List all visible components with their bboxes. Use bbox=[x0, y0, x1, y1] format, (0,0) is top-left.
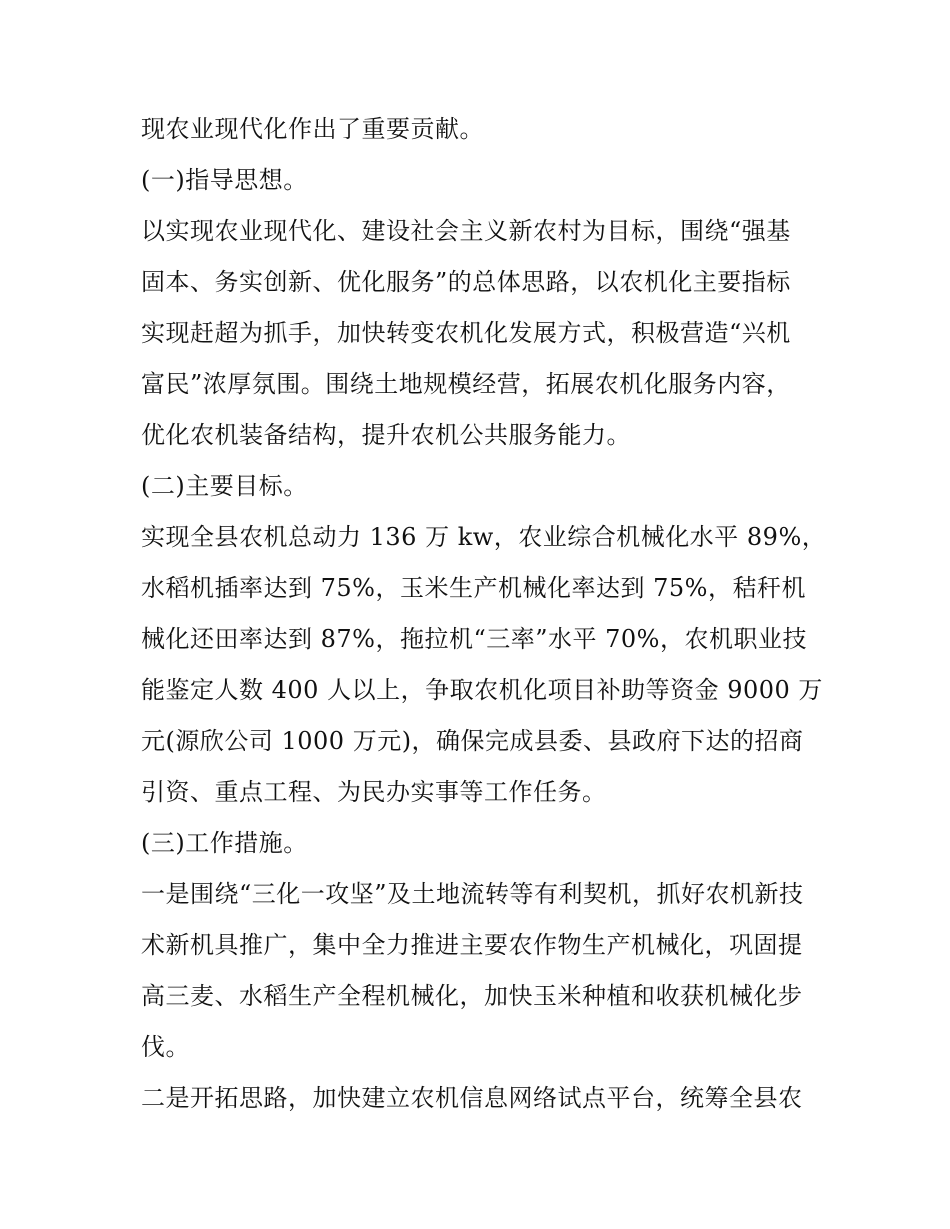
section-heading-main-goals: (二)主要目标。 bbox=[141, 472, 308, 500]
section-heading-work-measures: (三)工作措施。 bbox=[141, 829, 308, 857]
text-line: 优化农机装备结构，提升农机公共服务能力。 bbox=[141, 421, 631, 449]
text-line: 术新机具推广，集中全力推进主要农作物生产机械化，巩固提 bbox=[141, 931, 803, 959]
text-line: 固本、务实创新、优化服务”的总体思路，以农机化主要指标 bbox=[141, 268, 791, 296]
text-line: 能鉴定人数 400 人以上，争取农机化项目补助等资金 9000 万 bbox=[141, 676, 823, 704]
text-line: 元(源欣公司 1000 万元)，确保完成县委、县政府下达的招商 bbox=[141, 727, 804, 755]
text-line: 高三麦、水稻生产全程机械化，加快玉米种植和收获机械化步 bbox=[141, 982, 803, 1010]
text-line: 实现赶超为抓手，加快转变农机化发展方式，积极营造“兴机 bbox=[141, 319, 791, 347]
text-line: 二是开拓思路，加快建立农机信息网络试点平台，统筹全县农 bbox=[141, 1084, 803, 1112]
text-line: 械化还田率达到 87%，拖拉机“三率”水平 70%，农机职业技 bbox=[141, 625, 807, 653]
document-body bbox=[141, 104, 827, 1124]
text-line: 实现全县农机总动力 136 万 kw，农业综合机械化水平 89%， bbox=[141, 523, 827, 551]
text-line: 以实现农业现代化、建设社会主义新农村为目标，围绕“强基 bbox=[141, 217, 791, 245]
text-line: 水稻机插率达到 75%，玉米生产机械化率达到 75%，秸秆机 bbox=[141, 574, 806, 602]
text-line: 引资、重点工程、为民办实事等工作任务。 bbox=[141, 778, 607, 806]
section-heading-guiding-ideology: (一)指导思想。 bbox=[141, 166, 308, 194]
text-line: 一是围绕“三化一攻坚”及土地流转等有利契机，抓好农机新技 bbox=[141, 880, 804, 908]
text-line: 现农业现代化作出了重要贡献。 bbox=[141, 115, 484, 143]
text-line: 富民”浓厚氛围。围绕土地规模经营，拓展农机化服务内容， bbox=[141, 370, 791, 398]
text-line: 伐。 bbox=[141, 1033, 190, 1061]
